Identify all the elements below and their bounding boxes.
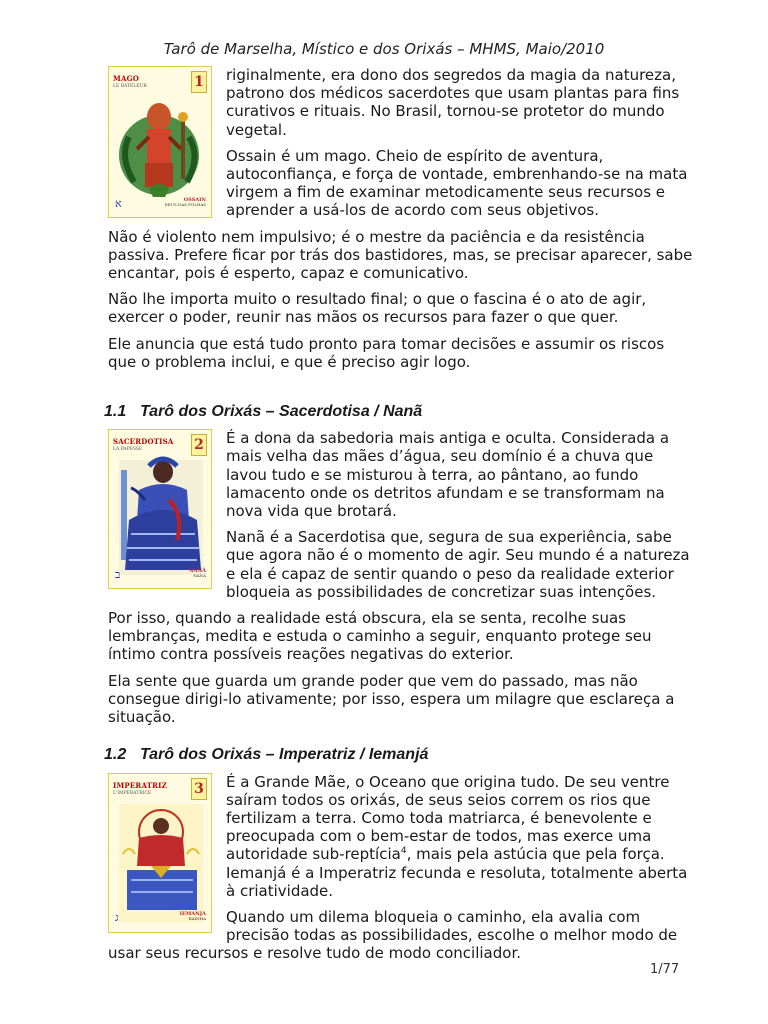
section-heading-imperatriz	[104, 746, 690, 764]
paragraph: Ele anuncia que está tudo pronto para tomar decisões e assumir os riscos que o problema inclui, e que é preciso agir logo.	[108, 334, 665, 371]
section-number: 1.1	[104, 403, 127, 421]
paragraph-text: , mais pela astúcia que pela força. Iemanjá é a Imperatriz fecunda e resoluta, totalmente aberta à criatividade.	[226, 845, 688, 900]
paragraph: Quando um dilema bloqueia o caminho, ela avalia com precisão todas as possibilidades, escolhe o melhor modo de usar seus recursos e resolve tudo de modo conciliador.	[108, 907, 678, 963]
paragraph: Não é violento nem impulsivo; é o mestre da paciência e da resistência passiva. Prefere ficar por trás dos bastidores, mas, se precisar aparecer, sabe encantar, pois é esperto, capaz e comunicativo.	[108, 227, 693, 283]
page-header: Tarô de Marselha, Místico e dos Orixás – MHMS, Maio/2010	[163, 40, 605, 58]
tarot-card-mago	[108, 66, 212, 218]
section-number: 1.2	[104, 746, 127, 764]
tarot-card-imperatriz	[108, 773, 212, 933]
section-title: Tarô dos Orixás – Imperatriz / Iemanjá	[140, 746, 429, 764]
card-number: 3	[191, 778, 207, 800]
card-subtitle: LA PAPESSE	[113, 447, 143, 453]
footnote-reference[interactable]: 4	[400, 846, 407, 857]
section-title: Tarô dos Orixás – Sacerdotisa / Nanã	[140, 403, 423, 421]
page-number: 1/77	[650, 962, 680, 977]
hebrew-letter: ג	[115, 911, 119, 925]
paragraph: Ossain é um mago. Cheio de espírito de aventura, autoconfiança, e força de vontade, embrenhando-se na mata virgem a fim de examinar metodicamente seus recursos e aprender a usá-los de acordo com seus objetivos.	[226, 146, 688, 220]
tarot-card-sacerdotisa	[108, 429, 212, 589]
paragraph: Nanã é a Sacerdotisa que, segura de sua experiência, sabe que agora não é o momento de agir. Seu mundo é a natureza e ela é capaz de sentir quando o peso da realidade exterior bloqueia as possibilidades de concretizar suas intenções.	[226, 528, 690, 601]
paragraph: Ela sente que guarda um grande poder que vem do passado, mas não consegue dirigi-lo ativamente; por isso, espera um milagre que esclareça a situação.	[108, 671, 675, 727]
paragraph: Não lhe importa muito o resultado final; o que o fascina é o ato de agir, exercer o poder, reunir nas mãos os recursos para fazer o que quer.	[108, 290, 647, 327]
card-footer-name: OSSAIN	[183, 196, 206, 203]
card-subtitle: L'IMPERATRICE	[113, 790, 152, 796]
card-title: SACERDOTISA	[113, 437, 174, 447]
card-title: MAGO	[113, 74, 140, 83]
document-body	[104, 66, 694, 971]
hebrew-letter: א	[115, 196, 122, 210]
paragraph: riginalmente, era dono dos segredos da magia da natureza, patrono dos médicos sacerdotes que usam plantas para fins curativos e rituais. No Brasil, tornou-se protetor do mundo vegetal.	[226, 66, 680, 139]
card-footer-sub: DEUS DAS FOLHAS	[164, 201, 206, 207]
card-footer-name: NANÃ	[189, 568, 206, 575]
section-heading-sacerdotisa	[104, 403, 690, 421]
paragraph: É a dona da sabedoria mais antiga e oculta. Considerada a mais velha das mães d’água, seu domínio é a chuva que lavou tudo e se misturou à terra, ao pântano, ao fundo lamacento onde os detritos afundam e se transformam na nova vida que brotará.	[226, 429, 670, 521]
paragraph-text: É a Grande Mãe, o Oceano que origina tudo. De seu ventre saíram todos os orixás, de seus seios correm os rios que fertilizam a terra. Como toda matriarca, é benevolente e preocupada com o bem-estar de todos, mas exerce uma autoridade sub-reptícia	[226, 772, 670, 864]
card-subtitle: LE BATELEUR	[113, 84, 147, 89]
paragraph: Por isso, quando a realidade está obscura, ela se senta, recolhe suas lembranças, medita e estuda o caminho a seguir, enquanto protege seu íntimo contra possíveis reações negativas do exterior.	[108, 609, 652, 664]
card-title: IMPERATRIZ	[113, 780, 167, 790]
card-footer-name: IEMANJÁ	[179, 911, 206, 918]
card-footer-sub: RAINHA	[188, 916, 206, 922]
hebrew-letter: ב	[115, 568, 121, 582]
card-footer-sub: NANÃ	[193, 573, 206, 579]
card-number: 2	[191, 434, 207, 456]
card-number: 1	[191, 71, 207, 93]
